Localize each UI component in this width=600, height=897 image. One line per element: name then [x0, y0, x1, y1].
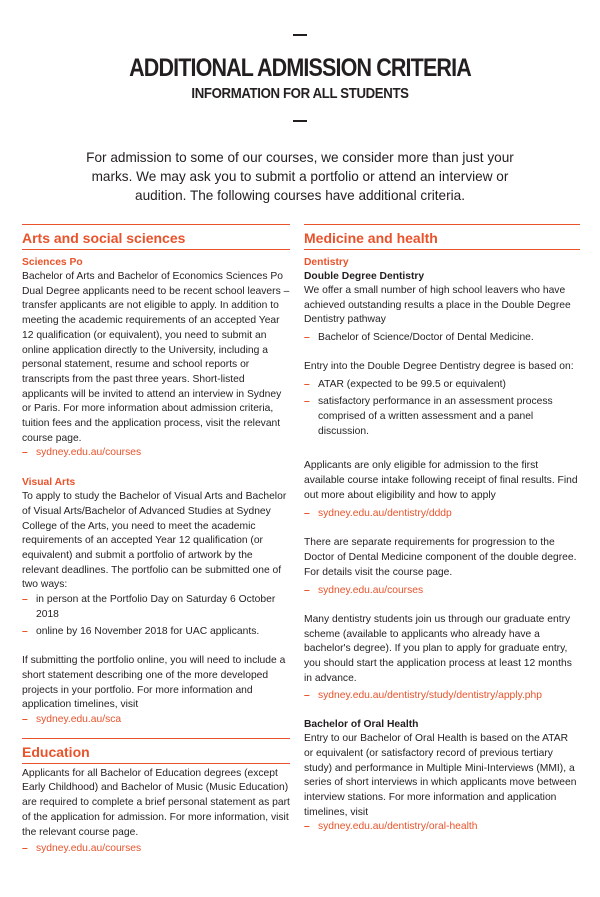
right-column: [304, 224, 580, 835]
visual-arts-link[interactable]: – sydney.edu.au/sca: [22, 713, 290, 728]
dentistry-bullet: [304, 331, 580, 346]
oral-health-body: Entry to our Bachelor of Oral Health is based on the ATAR or equivalent (or satisfactory record of previous tertiary study) and performance in Multiple Mini-Interviews (MMI), a series of short interviews in which applicants move between interview stations. For more information and application timelines, visit: [304, 733, 577, 818]
left-column: [22, 224, 290, 857]
oral-health-link[interactable]: – sydney.edu.au/dentistry/oral-health: [304, 820, 580, 835]
education-body: Applicants for all Bachelor of Education degrees (except Early Childhood) and Bachelor of Music (Music Education) are required to complete a brief personal statement as part of the application for admission. For more information, visit the relevant course page.: [22, 767, 290, 838]
visual-arts-body2: If submitting the portfolio online, you will need to include a short statement describing one of the more developed projects in your portfolio. For more information and application timelines, visit: [22, 655, 286, 711]
section-rule: [22, 738, 290, 739]
intro-line: marks. We may ask you to submit a portfolio or attend an interview or: [91, 169, 509, 184]
section-rule: [304, 224, 580, 225]
top-dash: [293, 34, 307, 36]
dentistry-link-dddp[interactable]: – sydney.edu.au/dentistry/dddp: [304, 507, 580, 522]
list-item: – Bachelor of Science/Doctor of Dental Medicine.: [304, 331, 580, 346]
sciences-po-body: Bachelor of Arts and Bachelor of Economics Sciences Po Dual Degree applicants need to be recent school leavers – transfer applicants are not eligible to apply. In addition to meeting the academic requirements of an accepted Year 12 qualification (or equivalent), you need to submit an online application directly to the University, including a personal statement, resume and school reports or transcripts from the past three years. Short-listed applicants will be invited to attend an interview in Sydney or Paris. For more information about admission criteria, tuition fees and the application process, visit the relevant course page.: [22, 271, 290, 444]
dentistry-graduate: Many dentistry students join us through our graduate entry scheme (available to applicants who already have a bachelor's degree). If you plan to apply for graduate entry, you should start the application process at least 12 months in advance.: [304, 613, 572, 684]
dentistry-link-courses[interactable]: – sydney.edu.au/courses: [304, 584, 580, 599]
list-item: – online by 16 November 2018 for UAC applicants.: [22, 625, 290, 640]
course-title-visual-arts: Visual Arts: [22, 477, 76, 489]
dentistry-entry-intro: Entry into the Double Degree Dentistry degree is based on:: [304, 360, 574, 372]
sciences-po-link[interactable]: – sydney.edu.au/courses: [22, 446, 290, 461]
course-title-dentistry: Dentistry: [304, 257, 349, 268]
visual-arts-bullets: [22, 593, 290, 640]
education-link[interactable]: – sydney.edu.au/courses: [22, 842, 290, 857]
list-item: – ATAR (expected to be 99.5 or equivalent): [304, 378, 580, 393]
intro-line: For admission to some of our courses, we consider more than just your: [86, 150, 514, 165]
course-title-oral-health: Bachelor of Oral Health: [304, 719, 419, 731]
course-title-sciences-po: Sciences Po: [22, 257, 83, 268]
dentistry-progression: There are separate requirements for progression to the Doctor of Dental Medicine component of the double degree. For details visit the course page.: [304, 537, 577, 578]
dentistry-eligibility: Applicants are only eligible for admission to the first available course intake following receipt of final results. Find out more about eligibility and how to apply: [304, 460, 578, 501]
section-rule: [22, 224, 290, 225]
dentistry-body: We offer a small number of high school leavers who have achieved outstanding results a place in the Double Degree Dentistry pathway: [304, 285, 571, 326]
page-subtitle: INFORMATION FOR ALL STUDENTS: [191, 85, 409, 102]
intro-text: [60, 148, 540, 205]
dentistry-link-apply[interactable]: – sydney.edu.au/dentistry/study/dentistry/apply.php: [304, 689, 580, 704]
page-title: ADDITIONAL ADMISSION CRITERIA: [129, 54, 471, 82]
list-item: – in person at the Portfolio Day on Saturday 6 October 2018: [22, 593, 290, 622]
section-heading-education: Education: [22, 743, 90, 760]
list-item: – satisfactory performance in an assessment process comprised of a written assessment and a panel discussion.: [304, 395, 580, 439]
visual-arts-body: To apply to study the Bachelor of Visual Arts and Bachelor of Visual Arts/Bachelor of Advanced Studies at Sydney College of the Arts, you need to meet the academic requirements of an accepted Year 12 qualification (or equivalent) and submit a portfolio of artwork by the relevant deadlines. The portfolio can be submitted one of two ways:: [22, 491, 287, 591]
course-subtitle-double-degree: Double Degree Dentistry: [304, 271, 425, 282]
section-heading-arts: Arts and social sciences: [22, 230, 186, 246]
intro-line: audition. The following courses have additional criteria.: [135, 188, 465, 203]
dentistry-entry-bullets: [304, 378, 580, 440]
section-heading-medicine: Medicine and health: [304, 230, 438, 246]
bottom-dash: [293, 120, 307, 122]
